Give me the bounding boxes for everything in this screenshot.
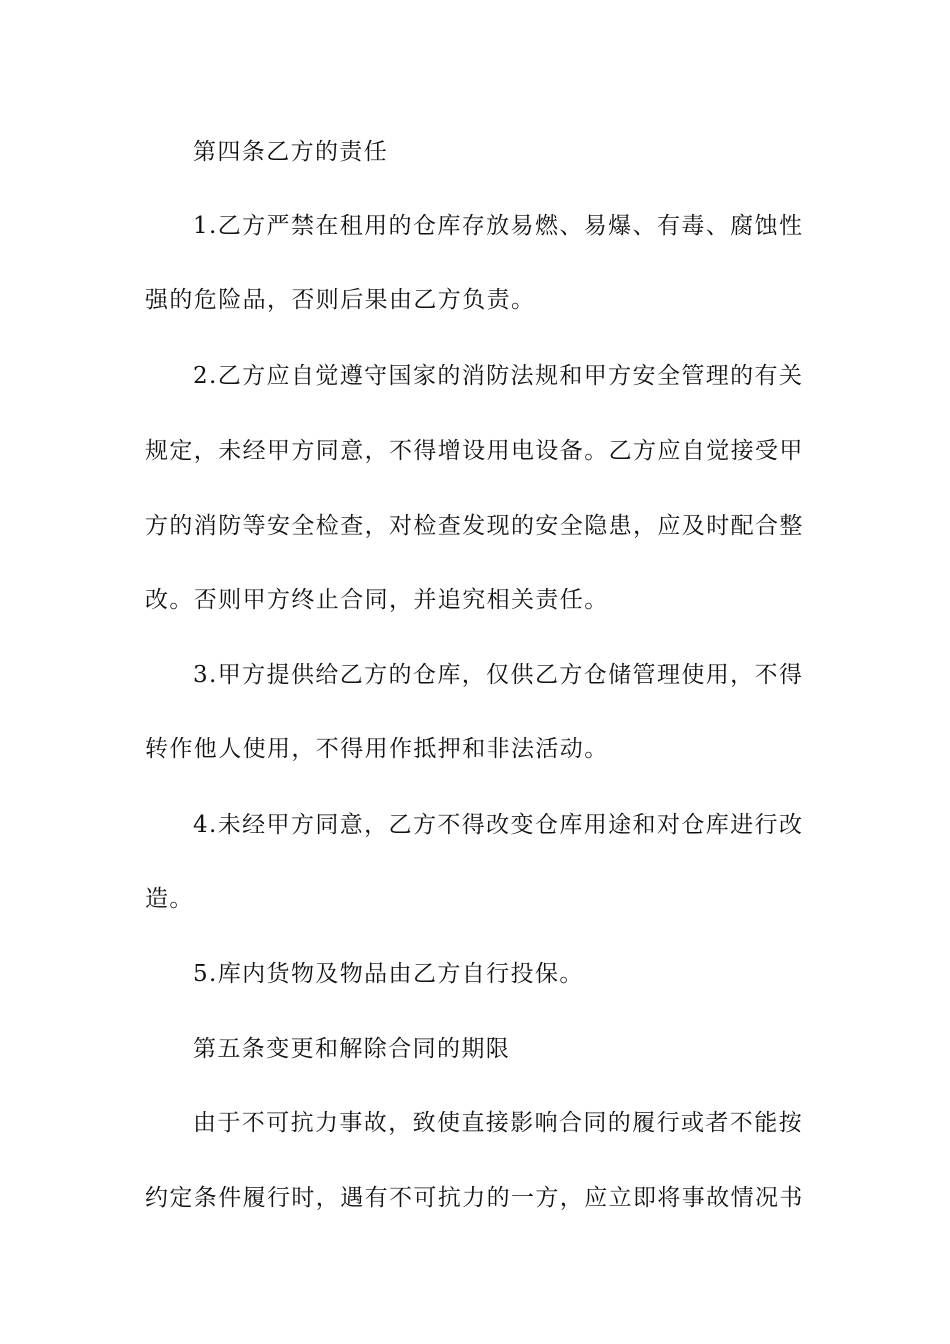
clause-5-line-1: 5.库内货物及物品由乙方自行投保。 <box>193 961 584 987</box>
clause-3-line-1: 3.甲方提供给乙方的仓库，仅供乙方仓储管理使用，不得 <box>193 662 804 688</box>
article-5-para-line-2: 约定条件履行时，遇有不可抗力的一方，应立即将事故情况书 <box>145 1185 804 1211</box>
clause-2-line-2: 规定，未经甲方同意，不得增设用电设备。乙方应自觉接受甲 <box>145 438 804 464</box>
clause-4-line-2: 造。 <box>145 886 194 912</box>
clause-2-line-3: 方的消防等安全检查，对检查发现的安全隐患，应及时配合整 <box>145 513 804 539</box>
article-5-para-line-1: 由于不可抗力事故，致使直接影响合同的履行或者不能按 <box>193 1110 803 1136</box>
article-4-heading: 第四条乙方的责任 <box>193 139 389 165</box>
clause-1-line-1: 1.乙方严禁在租用的仓库存放易燃、易爆、有毒、腐蚀性 <box>193 213 804 239</box>
clause-2-line-4: 改。否则甲方终止合同，并追究相关责任。 <box>145 587 609 613</box>
clause-3-line-2: 转作他人使用，不得用作抵押和非法活动。 <box>145 736 609 762</box>
article-5-heading: 第五条变更和解除合同的期限 <box>193 1036 511 1062</box>
clause-2-line-1: 2.乙方应自觉遵守国家的消防法规和甲方安全管理的有关 <box>193 363 804 389</box>
clause-1-line-2: 强的危险品，否则后果由乙方负责。 <box>145 287 536 313</box>
clause-4-line-1: 4.未经甲方同意，乙方不得改变仓库用途和对仓库进行改 <box>193 812 804 838</box>
